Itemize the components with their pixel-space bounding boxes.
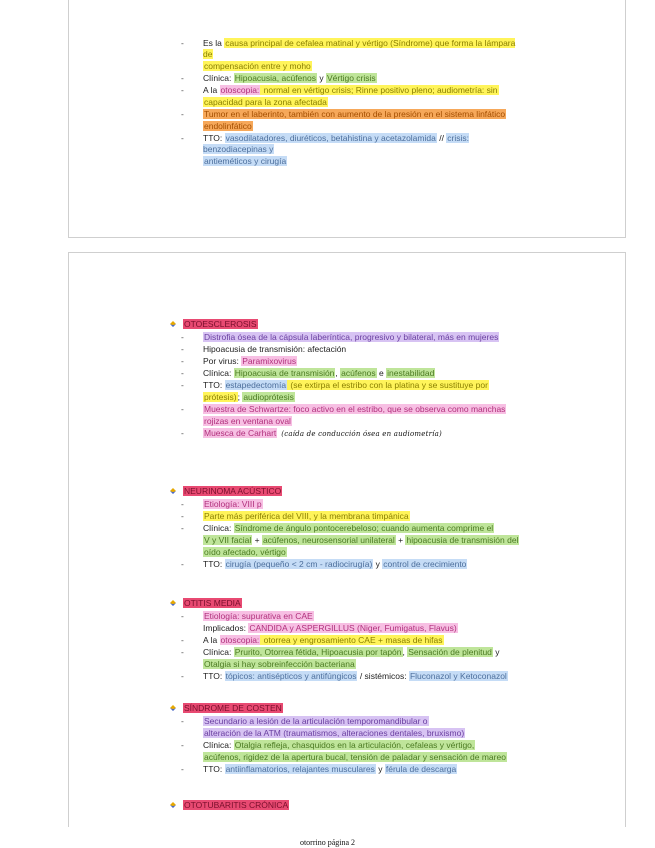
highlighted-text: normal en vértigo crisis; Rinne positivo pleno; audiometría: sin (261, 85, 498, 95)
list-item (181, 356, 549, 367)
highlighted-text: otorrea y engrosamiento CAE + masas de hifas (261, 635, 443, 645)
highlighted-text: audioprótesis (243, 392, 294, 402)
highlighted-text: Síndrome de ángulo pontocerebeloso; cuando aumenta comprime el (234, 523, 494, 533)
highlighted-text: oído afectado, vértigo (204, 547, 286, 557)
text-segment: e (376, 368, 387, 378)
list-dash: - (181, 716, 184, 726)
highlighted-text: Prurito, Otorrea fétida, Hipoacusia por tapón (234, 647, 402, 657)
page-1-content (181, 38, 521, 168)
highlighted-text: Muesca de Carhart (204, 428, 277, 438)
list-dash: - (181, 635, 184, 645)
highlighted-text: Otalgia refleja, chasquidos en la articulación, cefaleas y vértigo, (234, 740, 475, 750)
highlighted-text: otoscopia: (220, 85, 260, 95)
highlighted-text: V y VII facial (204, 535, 252, 545)
highlighted-text: Fluconazol y Ketoconazol (409, 671, 507, 681)
section-heading (169, 319, 549, 331)
list-dash: - (181, 109, 184, 119)
list-item (181, 523, 549, 534)
text-segment: Clínica: (203, 523, 234, 533)
page-footer: otorrino página 2 (299, 838, 356, 847)
list-item (181, 623, 549, 634)
highlighted-text: tópicos: antisépticos y antifúngicos (225, 671, 357, 681)
highlighted-text: Parte más periférica del VIII, y la membrana timpánica (204, 511, 409, 521)
bullet-icon (169, 320, 177, 328)
section-list (169, 499, 549, 570)
highlighted-text: control de crecimiento (383, 559, 467, 569)
list-item (181, 728, 549, 739)
highlighted-text: Hipoacusia de transmisión (234, 368, 335, 378)
list-item (181, 535, 549, 546)
list-item (181, 392, 549, 403)
highlighted-text: antiinflamatorios, relajantes musculares (225, 764, 375, 774)
page-2 (68, 252, 626, 827)
section (169, 319, 549, 441)
highlighted-text: inestabilidad (387, 368, 435, 378)
highlighted-text: antieméticos y cirugía (204, 156, 287, 166)
highlighted-text: Vértigo crisis (326, 73, 376, 83)
text-segment: TTO: (203, 133, 225, 143)
list-item (181, 547, 549, 558)
text-segment: Es la (203, 38, 225, 48)
list-item (181, 368, 549, 379)
text-segment: Implicados: (203, 623, 249, 633)
highlighted-text: causa principal de cefalea matinal y vértigo (Síndrome) que forma la lámpara de (203, 38, 516, 59)
text-segment: y (317, 73, 326, 83)
text-segment: y (373, 559, 383, 569)
list-dash: - (181, 404, 184, 414)
text-segment: A la (203, 85, 220, 95)
page-1-list (181, 38, 521, 167)
text-segment: Clínica: (203, 368, 234, 378)
text-segment: + (252, 535, 262, 545)
list-dash: - (181, 559, 184, 569)
list-dash: - (181, 73, 184, 83)
list-dash: - (181, 511, 184, 521)
text-segment: Clínica: (203, 73, 234, 83)
list-dash: - (181, 332, 184, 342)
highlighted-text: Etiología: supurativa en CAE (204, 611, 313, 621)
list-item (181, 511, 549, 522)
list-item (181, 156, 521, 167)
highlighted-text: Otalgia si hay sobreinfección bacteriana (204, 659, 355, 669)
highlighted-text: Muestra de Schwartze: foco activo en el estribo, que se observa como manchas (204, 404, 506, 414)
highlighted-text: acúfenos, rigidez de la apertura bucal, tensión de paladar y sensación de mareo (204, 752, 506, 762)
list-item (181, 344, 549, 355)
section-title: OTOESCLEROSIS (184, 319, 257, 329)
section (169, 486, 549, 571)
list-dash: - (181, 368, 184, 378)
list-dash: - (181, 380, 184, 390)
text-segment: Por virus: (203, 356, 242, 366)
list-dash: - (181, 764, 184, 774)
list-dash: - (181, 671, 184, 681)
list-dash: - (181, 344, 184, 354)
section (169, 703, 549, 776)
text-segment: Hipoacusia de transmisión: afectación (203, 344, 347, 354)
highlighted-text: Hipoacusia, acúfenos (234, 73, 316, 83)
list-item (181, 635, 549, 646)
list-dash: - (181, 133, 184, 143)
section-list (169, 716, 549, 775)
list-item (181, 109, 521, 120)
highlighted-text: vasodilatadores, diuréticos, betahistina y acetazolamida (225, 133, 436, 143)
section-title: NEURINOMA ACÚSTICO (184, 486, 282, 496)
text-segment: TTO: (203, 380, 225, 390)
list-item (181, 416, 549, 427)
highlighted-text: (se extirpa el estribo con la platina y se sustituye por (288, 380, 488, 390)
highlighted-text: férula de descarga (385, 764, 457, 774)
list-item (181, 38, 521, 60)
text-segment: TTO: (203, 559, 225, 569)
bullet-icon (169, 704, 177, 712)
list-item (181, 97, 521, 108)
highlighted-text: hipoacusia de transmisión del (406, 535, 519, 545)
highlighted-text: acúfenos, neurosensorial unilateral (262, 535, 395, 545)
list-item (181, 380, 549, 391)
list-item (181, 659, 549, 670)
list-dash: - (181, 499, 184, 509)
section-heading (169, 703, 549, 715)
highlighted-text: compensación entre y moho (204, 61, 311, 71)
highlighted-text: crisis: benzodiacepinas y (203, 133, 470, 154)
text-segment: / sistémicos: (357, 671, 409, 681)
list-item (181, 85, 521, 96)
section (169, 598, 549, 683)
list-item (181, 121, 521, 132)
list-item (181, 332, 549, 343)
text-segment: , (402, 647, 408, 657)
text-segment: y (375, 764, 385, 774)
section-heading (169, 598, 549, 610)
section-title: OTITIS MEDIA (184, 598, 241, 608)
list-dash: - (181, 428, 184, 438)
list-item (181, 404, 549, 415)
list-item (181, 73, 521, 84)
text-segment: Clínica: (203, 740, 234, 750)
list-item (181, 559, 549, 570)
list-item (181, 716, 549, 727)
section-heading (169, 486, 549, 498)
text-segment: y (492, 647, 500, 657)
text-segment: ; (237, 392, 243, 402)
text-segment: TTO: (203, 764, 225, 774)
list-dash: - (181, 647, 184, 657)
text-segment: // (436, 133, 447, 143)
highlighted-text: Secundario a lesión de la articulación temporomandibular o (204, 716, 428, 726)
section-heading (169, 800, 549, 812)
highlighted-text: rojizas en ventana oval (204, 416, 291, 426)
text-segment: , (335, 368, 341, 378)
highlighted-text: estapedectomía (225, 380, 287, 390)
list-dash: - (181, 38, 184, 48)
section (169, 800, 549, 813)
list-dash: - (181, 611, 184, 621)
highlighted-text: otoscopia: (220, 635, 260, 645)
text-segment: + (395, 535, 406, 545)
list-item (181, 752, 549, 763)
text-segment: A la (203, 635, 220, 645)
highlighted-text: Distrofia ósea de la cápsula laberíntica, progresivo y bilateral, más en mujeres (204, 332, 499, 342)
highlighted-text: acúfenos (341, 368, 376, 378)
list-item (181, 647, 549, 658)
list-item (181, 764, 549, 775)
highlighted-text: Tumor en el laberinto, también con aumento de la presión en el sistema linfático (204, 109, 506, 119)
list-dash: - (181, 356, 184, 366)
handwritten-note: (caída de conducción ósea en audiometría) (281, 430, 442, 438)
section-list (169, 611, 549, 682)
list-item (181, 61, 521, 72)
highlighted-text: CANDIDA y ASPERGILLUS (Niger, Fumigatus, Flavus) (249, 623, 457, 633)
list-item (181, 671, 549, 682)
highlighted-text: capacidad para la zona afectada (204, 97, 327, 107)
text-segment: Clínica: (203, 647, 234, 657)
highlighted-text: cirugía (pequeño < 2 cm - radiocirugía) (225, 559, 373, 569)
bullet-icon (169, 599, 177, 607)
bullet-icon (169, 801, 177, 809)
highlighted-text: prótesis) (204, 392, 237, 402)
highlighted-text: Etiología: VIII p (204, 499, 262, 509)
page-1-bottom (68, 0, 626, 238)
bullet-icon (169, 487, 177, 495)
highlighted-text: endolinfático (204, 121, 252, 131)
list-item (181, 611, 549, 622)
list-item (181, 428, 549, 440)
section-list (169, 332, 549, 440)
list-dash: - (181, 740, 184, 750)
section-title: OTOTUBARITIS CRÓNICA (184, 800, 289, 810)
highlighted-text: alteración de la ATM (traumatismos, alteraciones dentales, bruxismo) (204, 728, 465, 738)
list-item (181, 133, 521, 155)
list-dash: - (181, 523, 184, 533)
highlighted-text: Paramixovirus (242, 356, 297, 366)
text-segment: TTO: (203, 671, 225, 681)
list-dash: - (181, 85, 184, 95)
list-item (181, 740, 549, 751)
section-title: SÍNDROME DE COSTEN (184, 703, 282, 713)
highlighted-text: Sensación de plenitud (408, 647, 492, 657)
list-item (181, 499, 549, 510)
